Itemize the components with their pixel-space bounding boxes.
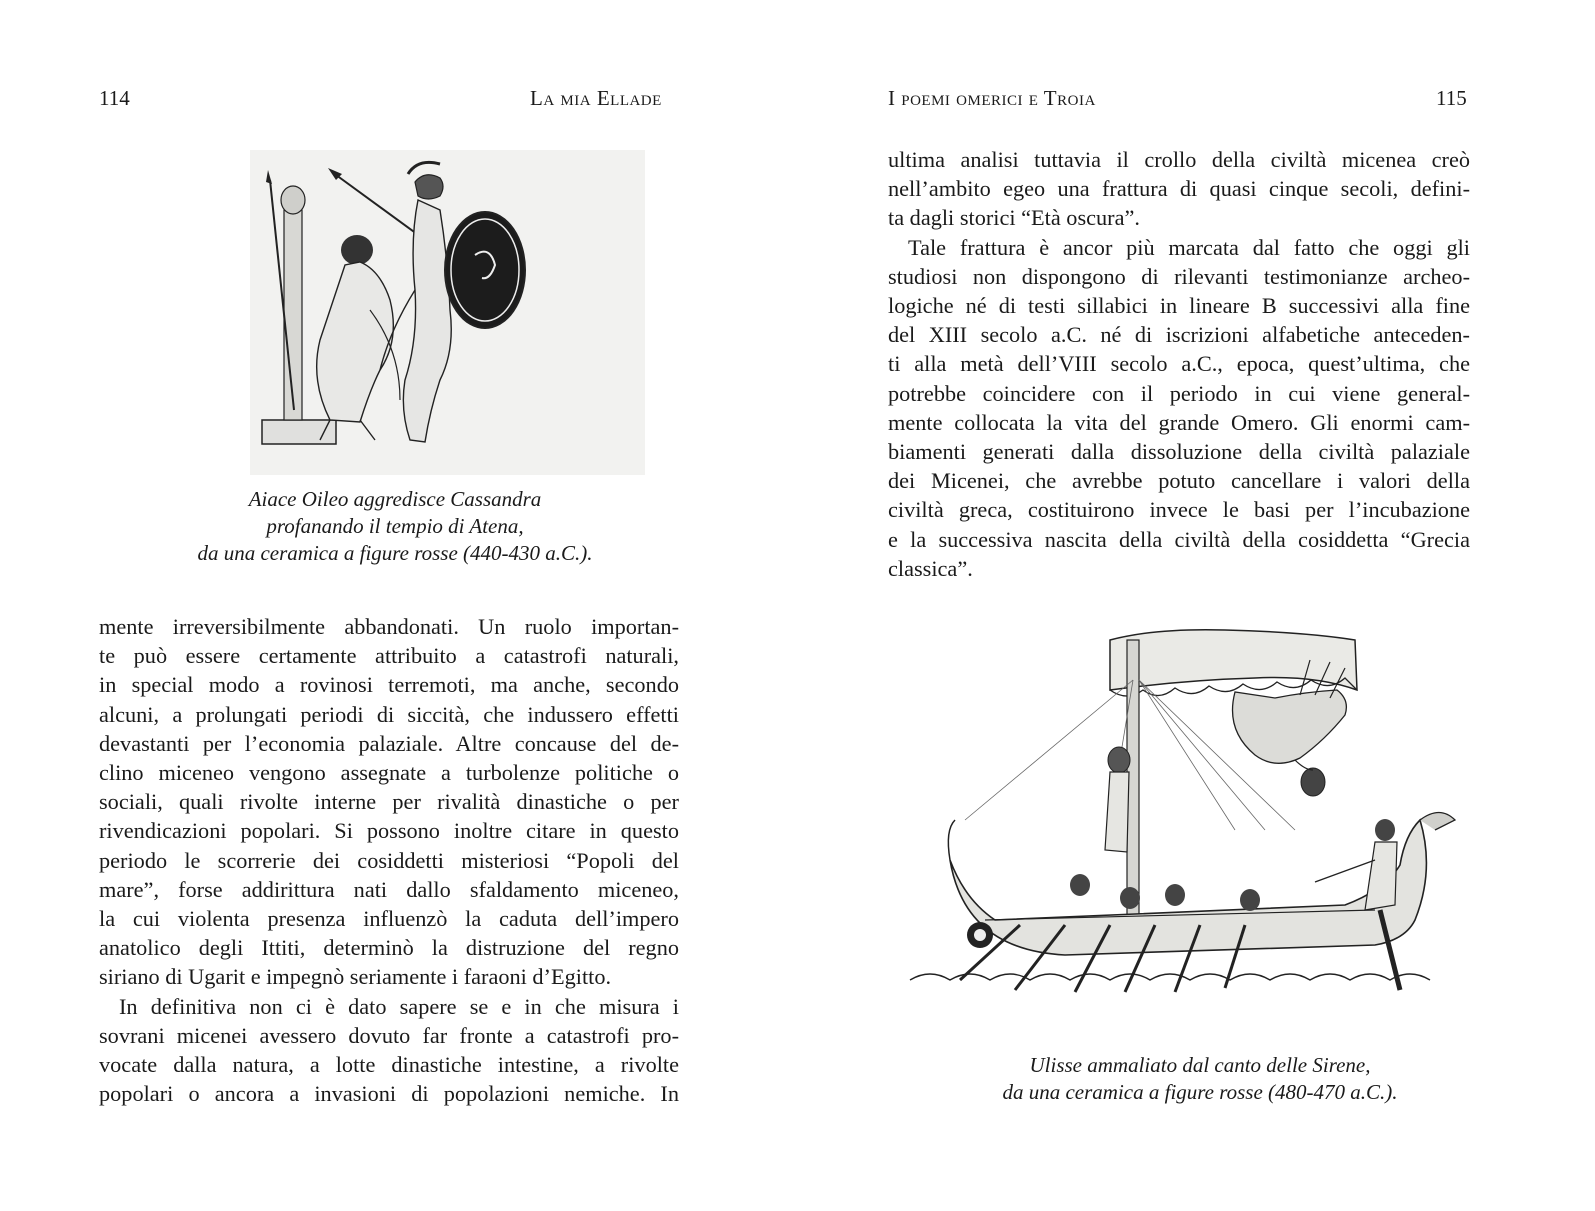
text-line: logiche né di testi sillabici in lineare B successivi alla fine: [888, 293, 1470, 319]
paragraph: [888, 145, 1470, 233]
caption-line: da una ceramica a figure rosse (440-430 a.C.).: [197, 541, 593, 565]
body-text: [99, 612, 679, 1108]
body-text: [888, 145, 1470, 583]
running-head: I poemi omerici e Troia: [888, 86, 1096, 110]
caption-line: Aiace Oileo aggredisce Cassandra: [248, 487, 542, 511]
paragraph: [99, 612, 679, 992]
vase-painting-ajax-cassandra-icon: [250, 150, 645, 475]
text-line: clino miceneo vengono assegnate a turbolenze politiche o: [99, 760, 679, 786]
left-page: [0, 0, 790, 1211]
text-line: siriano di Ugarit e impegnò seriamente i faraoni d’Egitto.: [99, 964, 612, 990]
text-line: ta dagli storici “Età oscura”.: [888, 205, 1140, 231]
text-line: studiosi non dispongono di rilevanti testimonianze archeo-: [888, 263, 1470, 289]
figure-caption: [930, 1052, 1470, 1106]
text-line: mente irreversibilmente abbandonati. Un ruolo importan-: [99, 614, 679, 639]
text-line: periodo le scorrerie dei cosiddetti misteriosi “Popoli del: [99, 847, 679, 873]
text-line: mare”, forse addirittura nati dallo sfaldamento miceneo,: [99, 876, 679, 902]
text-line: alcuni, a prolungati periodi di siccità, che indussero effetti: [99, 701, 679, 727]
text-line: vocate dalla natura, a lotte dinastiche intestine, a rivolte: [99, 1052, 679, 1078]
running-head: La mia Ellade: [530, 86, 662, 110]
caption-line: da una ceramica a figure rosse (480-470 a.C.).: [1002, 1080, 1398, 1104]
text-line: popolari o ancora a invasioni di popolazioni nemiche. In: [99, 1081, 679, 1107]
text-line: anatolico degli Ittiti, determinò la distruzione del regno: [99, 935, 679, 961]
text-line: la cui violenta presenza influenzò la caduta dell’impero: [99, 906, 679, 932]
text-line: In definitiva non ci è dato sapere se e in che misura i: [119, 993, 679, 1019]
page-number: 115: [1436, 86, 1467, 110]
figure-ajax-cassandra: [250, 150, 645, 475]
text-line: biamenti generati dalla dissoluzione della civiltà palaziale: [888, 439, 1470, 465]
text-line: sociali, quali rivolte interne per rivalità dinastiche o per: [99, 789, 679, 815]
text-line: Tale frattura è ancor più marcata dal fatto che oggi gli: [908, 234, 1470, 260]
paragraph: [99, 992, 679, 1109]
caption-line: profanando il tempio di Atena,: [266, 514, 524, 538]
figure-ulysses-sirens: [905, 620, 1465, 1015]
figure-caption: [130, 486, 660, 567]
right-page: [800, 0, 1595, 1211]
text-line: in special modo a rovinosi terremoti, ma anche, secondo: [99, 672, 679, 698]
text-line: devastanti per l’economia palaziale. Altre concause del de-: [99, 730, 679, 756]
text-line: mente collocata la vita del grande Omero. Gli enormi cam-: [888, 409, 1470, 435]
text-line: del XIII secolo a.C. né di iscrizioni alfabetiche anteceden-: [888, 322, 1470, 348]
text-line: nell’ambito egeo una frattura di quasi cinque secoli, defini-: [888, 176, 1470, 202]
page-number: 114: [99, 86, 130, 110]
text-line: te può essere certamente attribuito a catastrofi naturali,: [99, 643, 679, 669]
text-line: ti alla metà dell’VIII secolo a.C., epoca, quest’ultima, che: [888, 351, 1470, 377]
paragraph: [888, 233, 1470, 583]
text-line: rivendicazioni popolari. Si possono inoltre citare in questo: [99, 818, 679, 844]
text-line: ultima analisi tuttavia il crollo della civiltà micenea creò: [888, 147, 1470, 172]
caption-line: Ulisse ammaliato dal canto delle Sirene,: [1029, 1053, 1371, 1077]
text-line: potrebbe coincidere con il periodo in cui viene general-: [888, 380, 1470, 406]
text-line: classica”.: [888, 555, 973, 581]
vase-painting-ulysses-sirens-ship-icon: [905, 620, 1465, 1015]
text-line: sovrani micenei avessero dovuto far fronte a catastrofi pro-: [99, 1022, 679, 1048]
text-line: civiltà greca, costituirono invece le basi per l’incubazione: [888, 497, 1470, 523]
text-line: dei Micenei, che avrebbe potuto cancellare i valori della: [888, 468, 1470, 494]
text-line: e la successiva nascita della civiltà della cosiddetta “Grecia: [888, 526, 1470, 552]
